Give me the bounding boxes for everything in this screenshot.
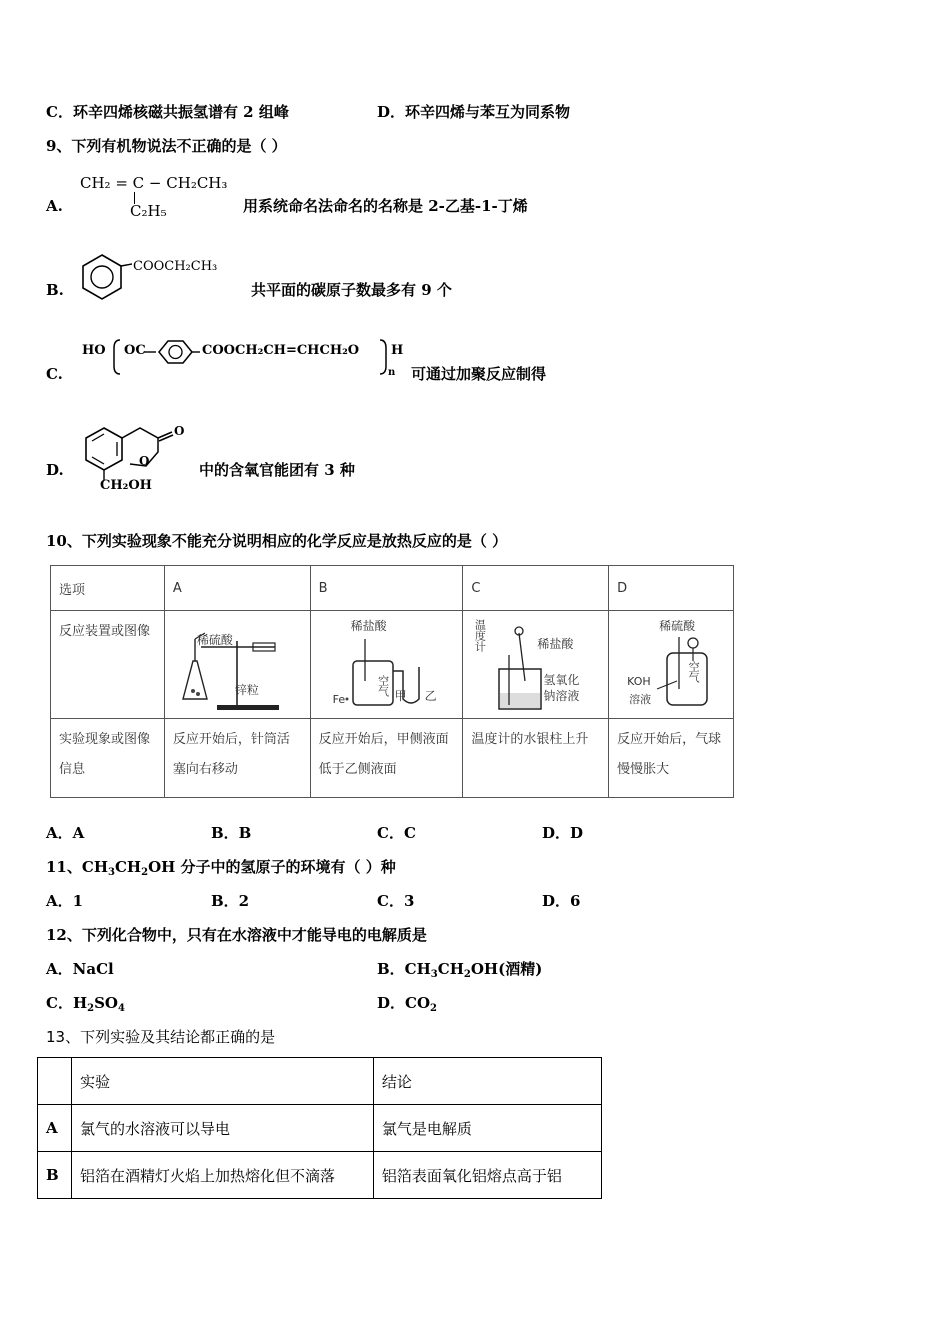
q12-b-part: B．CH: [377, 960, 431, 978]
q13-header-cell: [38, 1058, 72, 1105]
q13-table: [37, 1057, 602, 1199]
q13-header-row: [38, 1058, 602, 1105]
apparatus-b-acid-label: 稀盐酸: [350, 619, 387, 633]
q13-row-label: B: [38, 1152, 72, 1199]
q11-stem-part: OH 分子中的氢原子的环境有（ ）种: [148, 858, 396, 876]
q9-d-label: D.: [46, 461, 64, 479]
q11-stem-sub: 3: [108, 867, 115, 878]
q10-stem: 10、下列实验现象不能充分说明相应的化学反应是放热反应的是（ ）: [46, 532, 508, 550]
q10-phenomenon-a: 反应开始后，针筒活塞向右移动: [164, 719, 310, 798]
apparatus-d-acid-label: 稀硫酸: [659, 619, 696, 633]
q12-b-part: OH(酒精): [470, 960, 543, 978]
q10-option-a: A．A: [46, 824, 85, 842]
q12-stem: 12、下列化合物中，只有在水溶液中才能导电的电解质是: [46, 926, 427, 944]
q9-b-label: B.: [46, 281, 64, 299]
q10-header-cell: C: [463, 566, 609, 611]
q13-conclusion: 铝箔表面氧化铝熔点高于铝: [373, 1152, 601, 1199]
q10-apparatus-row: [51, 611, 734, 719]
q12-b-sub: 2: [463, 969, 471, 980]
apparatus-c-naoh-label-2: 钠溶液: [543, 689, 580, 703]
q10-option-b: B．B: [211, 824, 252, 842]
q10-diagram-d: [609, 611, 734, 719]
table-row: [38, 1105, 602, 1152]
q13-experiment: 氯气的水溶液可以导电: [71, 1105, 373, 1152]
apparatus-d-koh-label-1: KOH: [627, 675, 651, 688]
q9-a-structure: [80, 174, 228, 220]
q9-a-main-chain: CH₂ = C − CH₂CH₃: [80, 174, 228, 192]
apparatus-d-air-label: 空气: [687, 661, 701, 683]
apparatus-c-naoh-label-1: 氢氧化: [543, 673, 580, 687]
q12-option-b: [377, 960, 542, 978]
q8-option-d: D．环辛四烯与苯互为同系物: [377, 103, 571, 121]
q10-diagram-a: [164, 611, 310, 719]
q13-header-cell: 实验: [71, 1058, 373, 1105]
q12-option-a: A．NaCl: [46, 960, 114, 978]
q11-option-a: A．1: [46, 892, 84, 910]
q12-b-part: CH: [437, 960, 464, 978]
q13-header-cell: 结论: [373, 1058, 601, 1105]
q11-stem-sub: 2: [141, 867, 149, 878]
q9-a-branch: C₂H₅: [130, 202, 167, 220]
q9-a-label: A.: [46, 197, 63, 215]
apparatus-c-thermometer-label: 温度计: [473, 619, 487, 652]
q10-phenomenon-c: 温度计的水银柱上升: [463, 719, 609, 798]
q12-d-sub: 2: [430, 1003, 437, 1014]
q12-c-sub: 4: [118, 1003, 125, 1014]
table-row: [38, 1152, 602, 1199]
q12-c-part: C．H: [46, 994, 88, 1012]
q10-header-cell: B: [310, 566, 463, 611]
q9-c-text: 可通过加聚反应制得: [411, 365, 547, 383]
q13-stem: 13、下列实验及其结论都正确的是: [46, 1028, 276, 1046]
q11-option-b: B．2: [211, 892, 250, 910]
apparatus-b-air-label: 空气: [376, 675, 390, 697]
q8-option-c: C．环辛四烯核磁共振氢谱有 2 组峰: [46, 103, 289, 121]
q13-row-label: A: [38, 1105, 72, 1152]
q10-phenomena-row: [51, 719, 734, 798]
q9-d-ring-oxygen: O: [139, 454, 150, 468]
q9-d-text: 中的含氧官能团有 3 种: [199, 461, 355, 479]
apparatus-a-zinc-label: 锌粒: [234, 683, 259, 697]
q11-stem: [46, 858, 396, 876]
q13-experiment: 铝箔在酒精灯火焰上加热熔化但不滴落: [71, 1152, 373, 1199]
q9-stem: 9、下列有机物说法不正确的是（ ）: [46, 137, 287, 155]
apparatus-b-yi-label: 乙: [424, 689, 437, 703]
q9-c-label: C.: [46, 365, 63, 383]
q9-c-n: n: [388, 367, 396, 378]
q9-c-chain: COOCH₂CH=CHCH₂O: [202, 343, 360, 358]
q10-diagram-c: [463, 611, 609, 719]
q10-row-label: 实验现象或图像信息: [51, 719, 165, 798]
q11-stem-part: CH: [114, 858, 142, 876]
q12-c-part: SO: [94, 994, 118, 1012]
apparatus-c-acid-label: 稀盐酸: [537, 637, 574, 651]
q12-option-c: [46, 994, 125, 1012]
q10-phenomenon-d: 反应开始后，气球慢慢胀大: [609, 719, 734, 798]
q10-table: [50, 565, 734, 798]
q9-b-benzene-ring: [80, 252, 132, 300]
q10-header-cell: A: [164, 566, 310, 611]
q10-header-cell: D: [609, 566, 734, 611]
q12-b-sub: 3: [430, 969, 438, 980]
q9-b-text: 共平面的碳原子数最多有 9 个: [251, 281, 452, 299]
q9-d-ketone-oxygen: O: [174, 424, 185, 438]
q12-c-sub: 2: [87, 1003, 95, 1014]
q11-option-d: D．6: [542, 892, 581, 910]
q10-option-d: D．D: [542, 824, 584, 842]
q11-option-c: C．3: [377, 892, 415, 910]
apparatus-a-acid-label: 稀硫酸: [196, 633, 233, 647]
q10-option-c: C．C: [377, 824, 416, 842]
q9-c-oc: OC: [124, 343, 146, 358]
q9-b-ester-group: COOCH₂CH₃: [133, 259, 218, 274]
q9-c-ho: HO: [82, 343, 106, 358]
q12-option-d: [377, 994, 437, 1012]
q9-d-hydroxymethyl: CH₂OH: [100, 478, 152, 493]
q9-c-h: H: [391, 343, 404, 358]
q10-phenomenon-b: 反应开始后，甲侧液面低于乙侧液面: [310, 719, 463, 798]
q10-header-row: [51, 566, 734, 611]
apparatus-a-drawing: [165, 611, 309, 717]
q9-a-text: 用系统命名法命名的名称是 2-乙基-1-丁烯: [243, 197, 528, 215]
apparatus-b-fe-label: Fe: [332, 693, 346, 706]
q12-d-part: D．CO: [377, 994, 431, 1012]
q10-row-label: 反应装置或图像: [51, 611, 165, 719]
q11-stem-part: 11、CH: [46, 858, 108, 876]
apparatus-b-jia-label: 甲: [394, 689, 407, 703]
q10-diagram-b: [310, 611, 463, 719]
apparatus-d-koh-label-2: 溶液: [629, 693, 652, 706]
q13-conclusion: 氯气是电解质: [373, 1105, 601, 1152]
q9-c-polymer: [82, 343, 106, 358]
q10-header-cell: 选项: [51, 566, 165, 611]
